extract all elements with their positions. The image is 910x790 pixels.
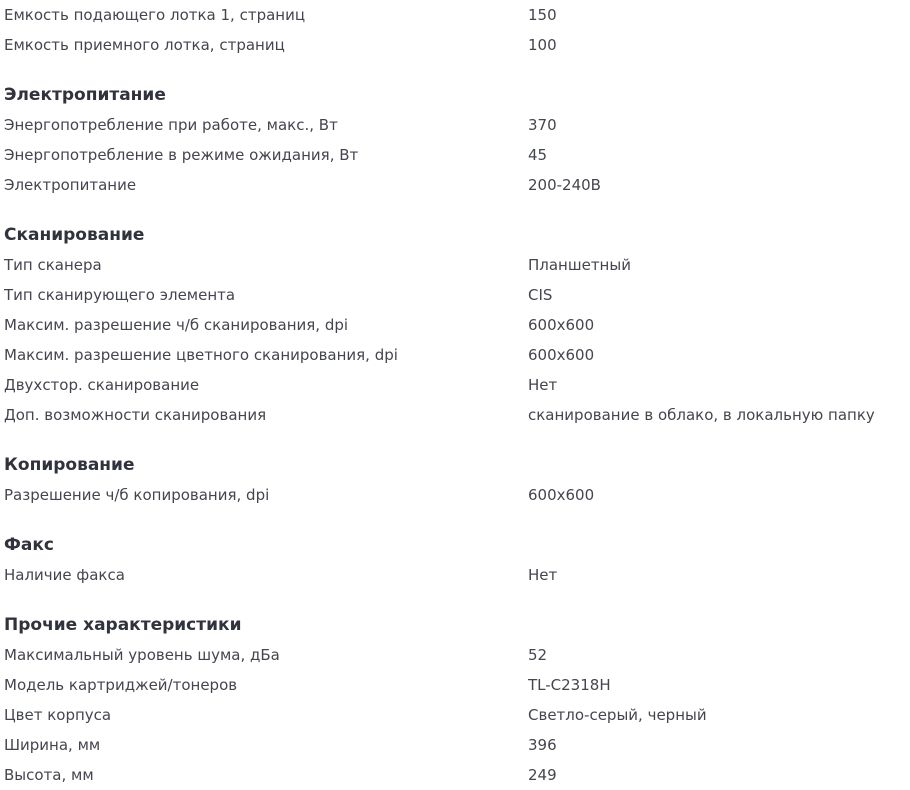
section-heading: Сканирование xyxy=(4,225,145,245)
spec-row xyxy=(4,640,904,670)
spec-section xyxy=(4,510,904,590)
section-heading: Факс xyxy=(4,535,54,555)
spec-label: Максимальный уровень шума, дБа xyxy=(4,646,280,664)
section-heading: Электропитание xyxy=(4,85,166,105)
spec-section xyxy=(4,430,904,510)
spec-label: Электропитание xyxy=(4,176,137,194)
spec-section xyxy=(4,0,904,60)
spec-value: Нет xyxy=(528,376,558,394)
spec-label: Тип сканера xyxy=(4,256,102,274)
spec-label: Максим. разрешение цветного сканирования, dpi xyxy=(4,346,398,364)
spec-label: Модель картриджей/тонеров xyxy=(4,676,238,694)
spec-value: 396 xyxy=(528,736,557,754)
spec-label: Емкость приемного лотка, страниц xyxy=(4,36,285,54)
spec-row xyxy=(4,140,904,170)
spec-value: 200-240В xyxy=(528,176,601,194)
spec-section xyxy=(4,200,904,430)
spec-value: 600x600 xyxy=(528,486,595,504)
spec-value: 370 xyxy=(528,116,557,134)
spec-row xyxy=(4,670,904,700)
section-heading: Копирование xyxy=(4,455,135,475)
spec-value: Нет xyxy=(528,566,558,584)
spec-row xyxy=(4,250,904,280)
spec-row xyxy=(4,370,904,400)
spec-row xyxy=(4,280,904,310)
spec-label: Наличие факса xyxy=(4,566,125,584)
spec-value: сканирование в облако, в локальную папку xyxy=(528,406,875,424)
spec-label: Тип сканирующего элемента xyxy=(4,286,236,304)
spec-value: TL-C2318H xyxy=(528,676,611,694)
section-heading: Прочие характеристики xyxy=(4,615,242,635)
spec-value: 100 xyxy=(528,36,557,54)
spec-value: CIS xyxy=(528,286,553,304)
spec-label: Емкость подающего лотка 1, страниц xyxy=(4,6,306,24)
spec-row xyxy=(4,30,904,60)
spec-row xyxy=(4,560,904,590)
spec-label: Энергопотребление при работе, макс., Вт xyxy=(4,116,338,134)
spec-row xyxy=(4,0,904,30)
spec-value: Планшетный xyxy=(528,256,631,274)
spec-row xyxy=(4,400,904,430)
spec-row xyxy=(4,730,904,760)
spec-value: 249 xyxy=(528,766,557,784)
spec-row xyxy=(4,110,904,140)
spec-row xyxy=(4,760,904,790)
spec-label: Максим. разрешение ч/б сканирования, dpi xyxy=(4,316,349,334)
spec-row xyxy=(4,310,904,340)
spec-label: Высота, мм xyxy=(4,766,94,784)
spec-section xyxy=(4,590,904,790)
spec-label: Энергопотребление в режиме ожидания, Вт xyxy=(4,146,359,164)
specifications-table xyxy=(4,0,904,790)
spec-value: 600x600 xyxy=(528,316,595,334)
spec-label: Двухстор. сканирование xyxy=(4,376,200,394)
spec-label: Разрешение ч/б копирования, dpi xyxy=(4,486,270,504)
spec-value: Светло-серый, черный xyxy=(528,706,707,724)
spec-value: 52 xyxy=(528,646,548,664)
spec-section xyxy=(4,60,904,200)
spec-label: Доп. возможности сканирования xyxy=(4,406,267,424)
spec-row xyxy=(4,170,904,200)
spec-value: 150 xyxy=(528,6,557,24)
spec-value: 600x600 xyxy=(528,346,595,364)
spec-row xyxy=(4,340,904,370)
spec-label: Ширина, мм xyxy=(4,736,101,754)
spec-row xyxy=(4,700,904,730)
spec-value: 45 xyxy=(528,146,548,164)
spec-label: Цвет корпуса xyxy=(4,706,112,724)
spec-row xyxy=(4,480,904,510)
